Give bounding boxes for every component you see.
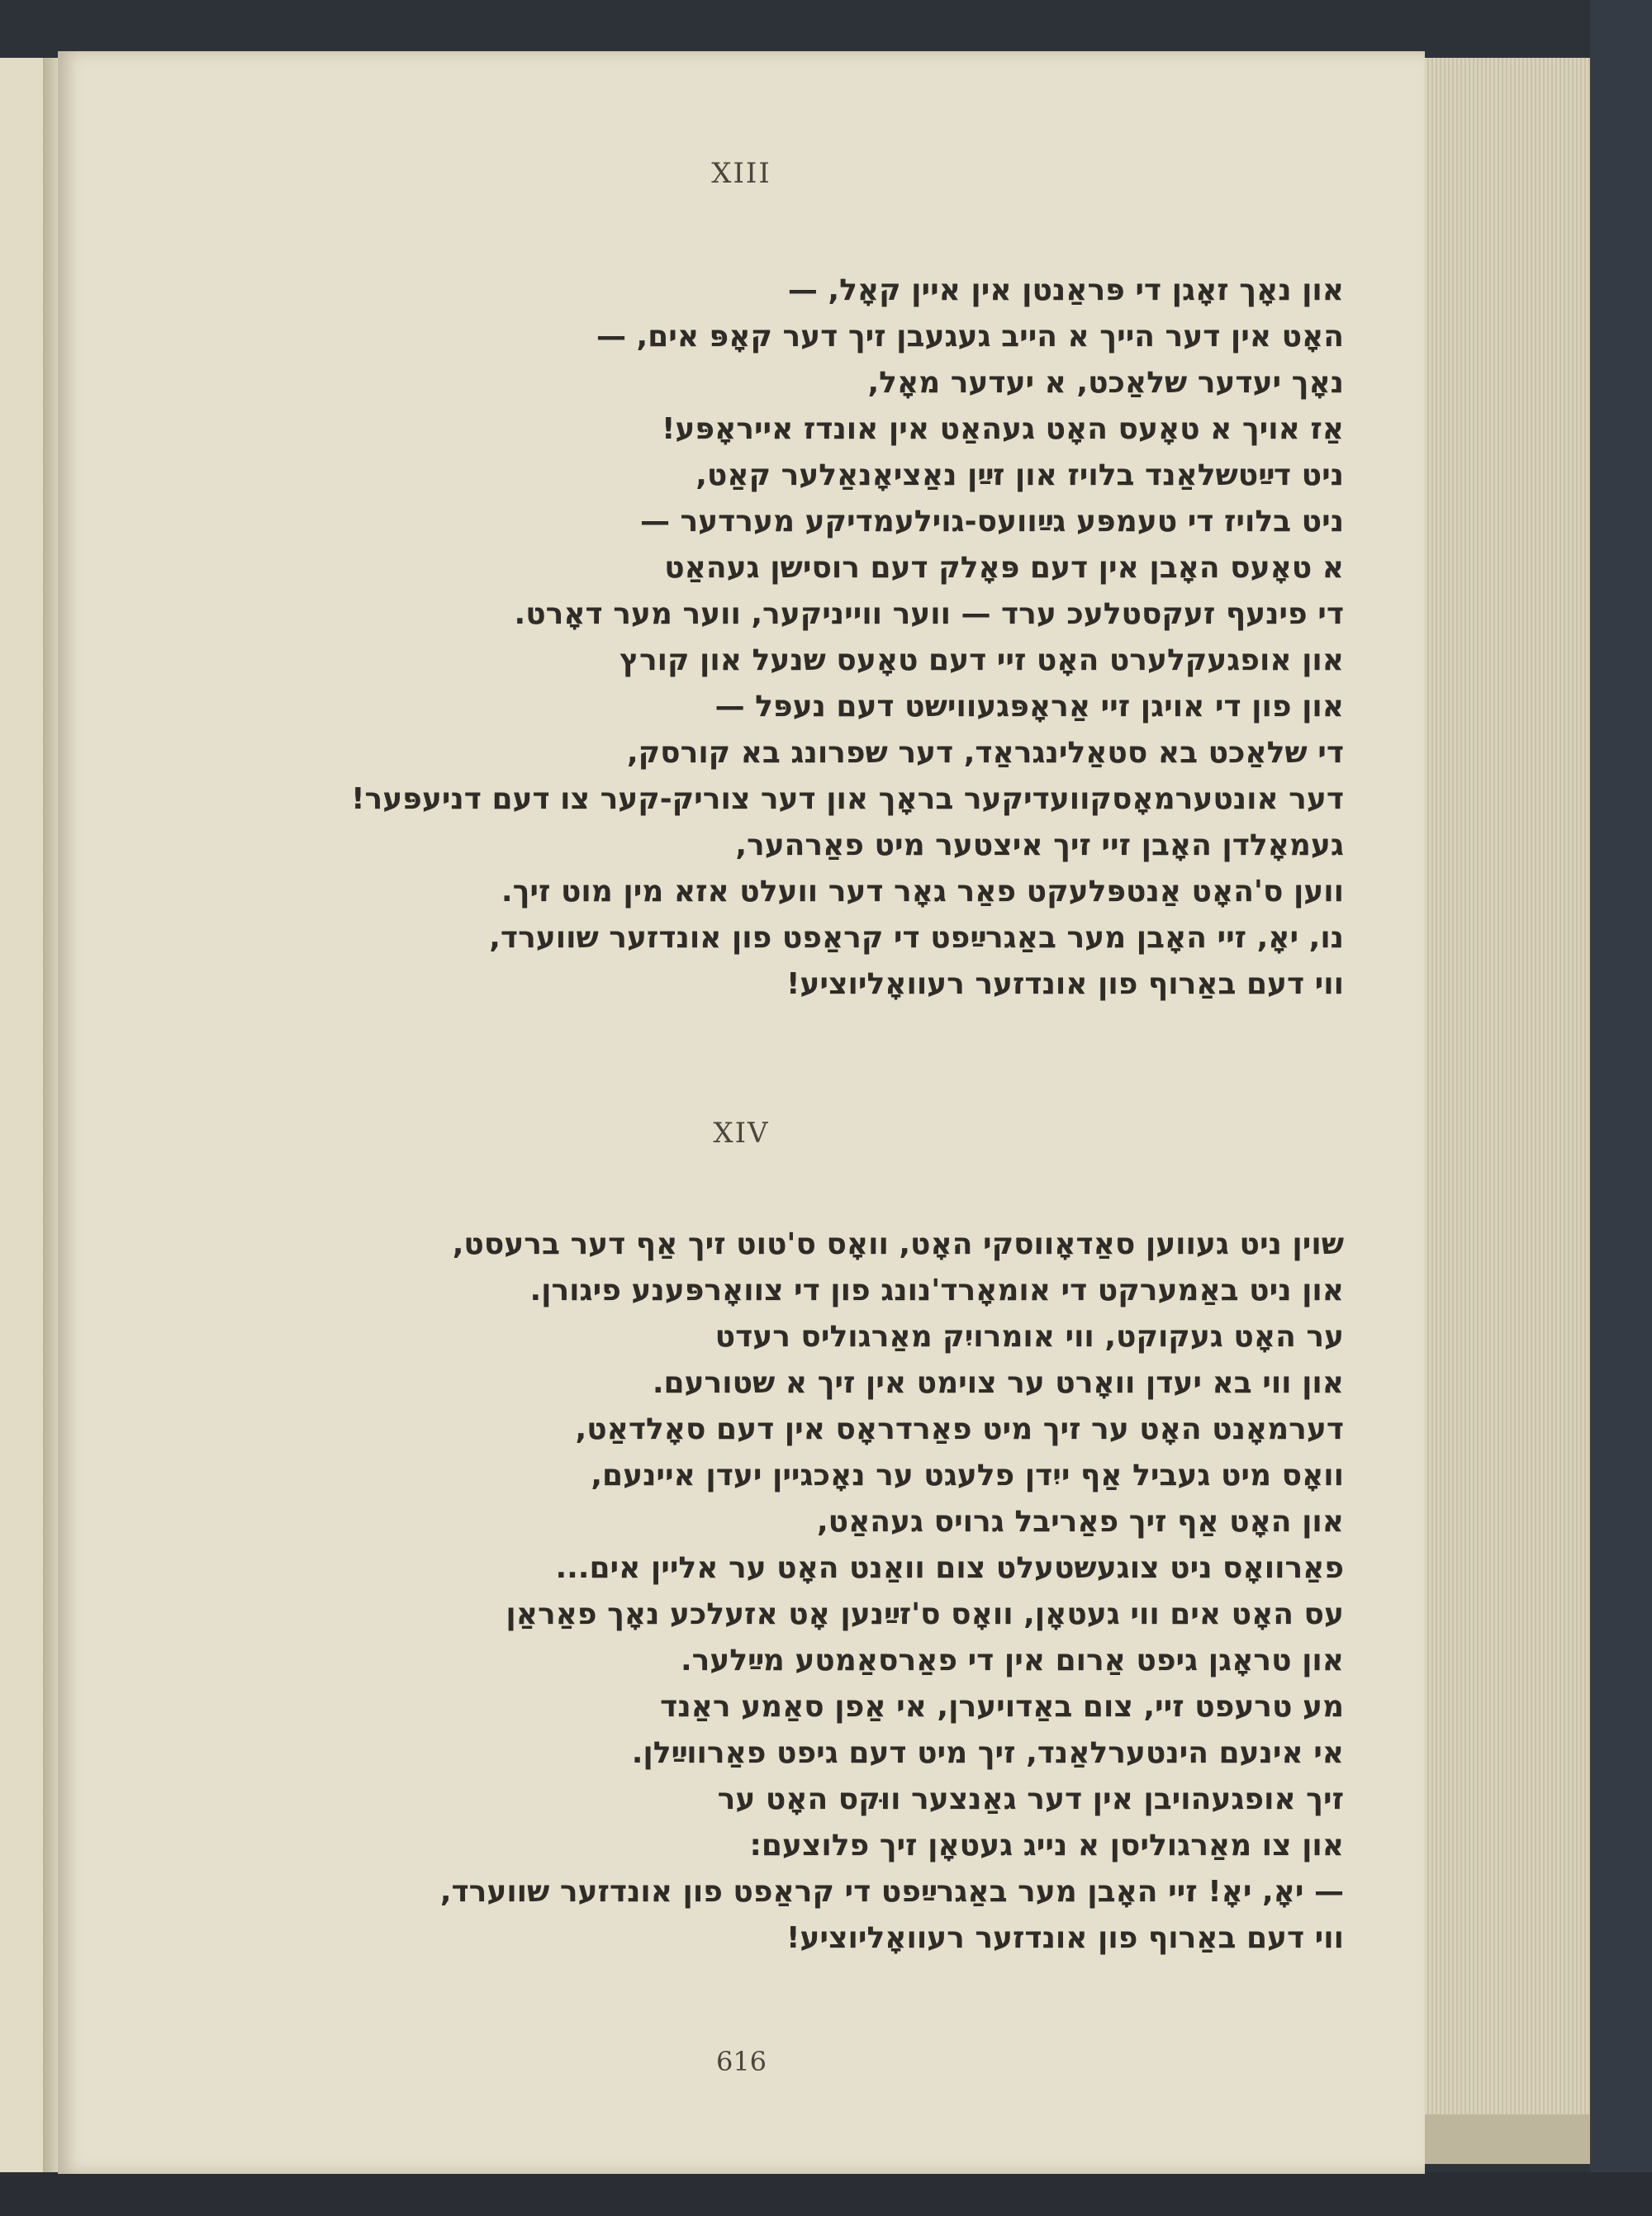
- poem-stanza-14: [440, 1222, 1344, 1962]
- poem-stanza-13: [351, 268, 1344, 1008]
- poem-line: פאַרוואָס ניט צוגעשטעלט צום וואַנט האָט ער אליין אים...: [555, 1551, 1344, 1585]
- poem-line: און נאָך זאָגן די פּראַנטן אין איין קאָל, —: [787, 273, 1344, 307]
- poem-line: ניט בלויז די טעמפּע גײַוועס-גוילעמדיקע מערדער —: [639, 505, 1344, 539]
- page-number: 616: [715, 2046, 767, 2077]
- poem-line: און צו מאַרגוליסן א נייג געטאָן זיך פלוצעם:: [749, 1829, 1344, 1862]
- gutter-shadow: [43, 58, 58, 2172]
- poem-line: געמאָלדן האָבן זיי זיך איצטער מיט פאַרהער,: [735, 828, 1344, 862]
- poem-line: שוין ניט געווען סאַדאָווסקי האָט, וואָס ס'טוט זיך אַף דער ברעסט,: [452, 1227, 1344, 1261]
- poem-line: מע טרעפט זיי, צום באַדויערן, אי אַפן סאַמע ראַנד: [660, 1690, 1344, 1724]
- poem-line: און אופגעקלערט האָט זיי דעם טאָעס שנעל און קורץ: [620, 643, 1344, 677]
- book-cover-top: [0, 0, 1652, 58]
- poem-line: האָט אין דער הייך א הייב געגעבן זיך דער קאָפּ אים, —: [596, 320, 1344, 354]
- poem-line: דערמאָנט האָט ער זיך מיט פאַרדראָס אין דעם סאָלדאַט,: [575, 1412, 1344, 1446]
- book-page: [58, 51, 1425, 2174]
- poem-line: ער האָט געקוקט, ווי אומרויִק מאַרגוליס רעדט: [714, 1320, 1344, 1354]
- poem-line: די שלאַכט בא סטאַלינגראַד, דער שפרונג בא קורסק,: [627, 736, 1344, 770]
- poem-line: און ווי בא יעדן וואָרט ער צוימט אין זיך א שטורעם.: [652, 1366, 1344, 1400]
- poem-line: עס האָט אים ווי געטאָן, וואָס ס'זײַנען אָט אזעלכע נאָך פאַראַן: [506, 1597, 1344, 1631]
- poem-line: און טראָגן גיפט אַרום אין די פאַרסאַמטע מײַלער.: [680, 1644, 1344, 1677]
- facing-page: [0, 58, 43, 2172]
- poem-line: זיך אופגעהויבן אין דער גאַנצער ווּקס האָט ער: [717, 1782, 1344, 1816]
- poem-line: און האָט אַף זיך פאַריבל גרויס געהאַט,: [816, 1505, 1344, 1539]
- poem-line: ניט דײַטשלאַנד בלויז און זײַן נאַציאָנאַלער קאַט,: [695, 458, 1344, 492]
- scan-background-bottom: [0, 2172, 1652, 2216]
- poem-line: נאָך יעדער שלאַכט, א יעדער מאָל,: [867, 366, 1344, 400]
- poem-line: ווי דעם באַרוף פון אונדזער רעוואָליוציע!: [786, 1921, 1344, 1955]
- poem-line: ווען ס'האָט אַנטפּלעקט פאַר גאָר דער וועלט אזא מין מוט זיך.: [501, 875, 1344, 909]
- poem-line: וואָס מיט געביל אַף ייִדן פלעגט ער נאָכגיין יעדן איינעם,: [591, 1459, 1344, 1492]
- book-cover-right: [1590, 0, 1652, 2216]
- poem-line: ווי דעם באַרוף פון אונדזער רעוואָליוציע!: [786, 967, 1344, 1001]
- poem-line: א טאָעס האָבן אין דעם פּאָלק דעם רוסישן געהאַט: [664, 551, 1344, 585]
- poem-line: אַז אויך א טאָעס האָט געהאַט אין אונדז אייראָפּע!: [662, 412, 1344, 446]
- poem-line: און ניט באַמערקט די אומאָרד'נונג פון די צוואָרפּענע פיגורן.: [529, 1274, 1344, 1307]
- poem-line: נו, יאָ, זיי האָבן מער באַגרײַפט די קראַפט פון אונדזער שווערד,: [489, 921, 1344, 955]
- page-block-edges: [1425, 58, 1590, 2156]
- poem-line: די פינעף זעקסטלעכ ערד — ווער ווייניקער, ווער מער דאָרט.: [514, 597, 1344, 631]
- poem-line: אי אינעם הינטערלאַנד, זיך מיט דעם גיפט פאַרווײַלן.: [631, 1736, 1344, 1770]
- page-block-bottom: [1425, 2114, 1590, 2164]
- section-heading-14: XIV: [713, 1117, 770, 1150]
- poem-line: און פון די אויגן זיי אַראָפּגעווישט דעם נעפּל —: [714, 690, 1344, 724]
- section-heading-13: XIII: [711, 157, 771, 190]
- poem-line: — יאָ, יאָ! זיי האָבן מער באַגרײַפט די קראַפט פון אונדזער שווערד,: [439, 1875, 1344, 1909]
- poem-line: דער אונטערמאָסקוועדיקער בראָך און דער צוריק-קער צו דעם דניעפּער!: [351, 782, 1344, 816]
